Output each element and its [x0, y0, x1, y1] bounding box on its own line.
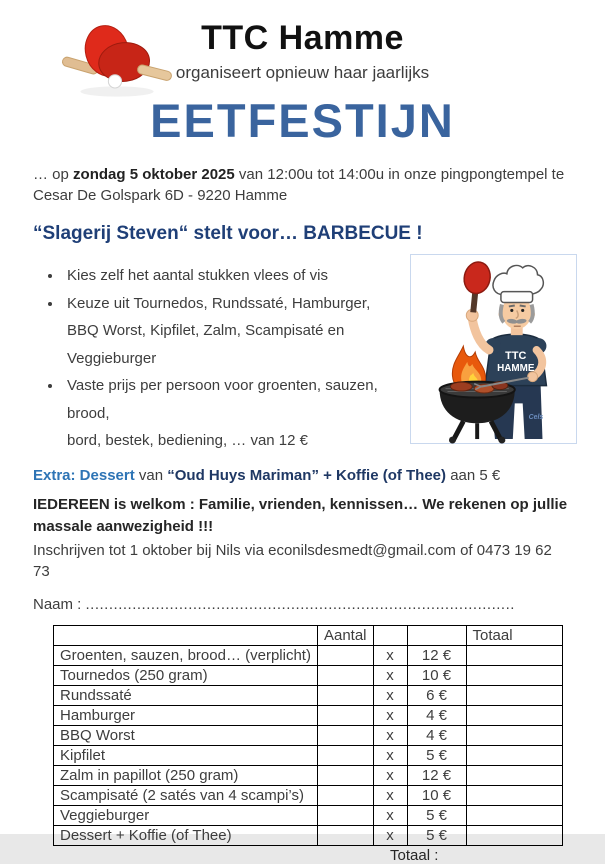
extra-supplier: “Oud Huys Mariman” + Koffie (of Thee): [167, 466, 447, 484]
table-header-row: [54, 625, 563, 645]
intro-rest: van 12:00u tot 14:00u in onze pingpongtempel te: [234, 166, 565, 183]
shirt-text-hamme: HAMME: [497, 362, 535, 374]
row-total-cell[interactable]: [466, 685, 562, 705]
price-cell: 4 €: [407, 725, 466, 745]
table-row: [54, 805, 563, 825]
aantal-input-cell[interactable]: [317, 825, 373, 845]
club-name: TTC Hamme: [201, 19, 404, 57]
shirt-text-ttc: TTC: [505, 349, 527, 362]
aantal-input-cell[interactable]: [317, 785, 373, 805]
name-field-row: [33, 594, 572, 615]
extra-price: aan 5 €: [446, 466, 501, 484]
header-subtitle: organiseert opnieuw haar jaarlijks: [175, 63, 430, 82]
extra-mid: van: [134, 466, 168, 484]
price-cell: 6 €: [407, 685, 466, 705]
table-row: [54, 785, 563, 805]
intro-paragraph: [33, 164, 575, 206]
barbecue-headline: “Slagerij Steven“ stelt voor… BARBECUE !: [33, 223, 423, 244]
row-total-cell[interactable]: [466, 645, 562, 665]
price-cell: 5 €: [407, 745, 466, 765]
row-total-cell[interactable]: [466, 785, 562, 805]
bullet-line: BBQ Worst, Kipfilet, Zalm, Scampisaté en Veggieburger: [67, 322, 345, 367]
welcome-line1: IEDEREEN is welkom : Familie, vrienden, kennissen… We rekenen op jullie: [33, 495, 568, 513]
item-name-cell: Dessert + Koffie (of Thee): [54, 825, 318, 845]
table-row: [54, 665, 563, 685]
bullet-line: • Kies zelf het aantal stukken vlees of vis: [67, 267, 328, 284]
row-total-cell[interactable]: [466, 805, 562, 825]
item-name-cell: Kipfilet: [54, 745, 318, 765]
intro-prefix: … op: [33, 166, 74, 183]
paddle-blade: [461, 260, 493, 296]
multiply-cell: x: [373, 705, 407, 725]
header-totaal: Totaal: [466, 625, 562, 645]
table-row: [54, 645, 563, 665]
aantal-input-cell[interactable]: [317, 805, 373, 825]
artist-signature: Cels: [528, 414, 544, 422]
bullet-line: • Vaste prijs per persoon voor groenten, sauzen, brood,: [67, 377, 378, 422]
price-cell: 5 €: [407, 805, 466, 825]
row-total-cell[interactable]: [466, 705, 562, 725]
bullet-line: • Keuze uit Tournedos, Rundssaté, Hamburger,: [67, 294, 371, 312]
name-label: Naam :: [33, 595, 86, 613]
price-cell: 10 €: [407, 665, 466, 685]
table-row: [54, 685, 563, 705]
multiply-cell: x: [373, 825, 407, 845]
chef-hat: [493, 265, 543, 294]
welcome-line2: massale aanwezigheid !!!: [33, 517, 214, 535]
aantal-input-cell[interactable]: [317, 665, 373, 685]
paddle-handle: [473, 293, 475, 313]
aantal-input-cell[interactable]: [317, 765, 373, 785]
multiply-cell: x: [373, 765, 407, 785]
bullet-line: bord, bestek, bediening, … van 12 €: [67, 432, 308, 449]
price-cell: 5 €: [407, 825, 466, 845]
table-row: [54, 825, 563, 845]
event-address: Cesar De Golspark 6D - 9220 Hamme: [33, 187, 288, 204]
header-item: [54, 625, 318, 645]
header-aantal: Aantal: [317, 625, 373, 645]
multiply-cell: x: [373, 785, 407, 805]
bullet-item: [63, 290, 410, 373]
item-name-cell: Zalm in papillot (250 gram): [54, 765, 318, 785]
row-total-cell[interactable]: [466, 765, 562, 785]
table-row: [54, 765, 563, 785]
event-title: EETFESTIJN: [150, 94, 455, 147]
bullet-item: [63, 262, 410, 290]
extra-label: Extra: Dessert: [33, 466, 135, 484]
multiply-cell: x: [373, 805, 407, 825]
aantal-input-cell[interactable]: [317, 685, 373, 705]
chef-bbq-illustration: [410, 254, 577, 444]
row-total-cell[interactable]: [466, 665, 562, 685]
item-name-cell: Scampisaté (2 satés van 4 scampi’s): [54, 785, 318, 805]
item-name-cell: Rundssaté: [54, 685, 318, 705]
table-row: [54, 725, 563, 745]
name-fill-line[interactable]: ............................................................................................: [85, 595, 515, 613]
price-cell: 4 €: [407, 705, 466, 725]
bullet-list: [33, 262, 410, 455]
price-cell: 12 €: [407, 765, 466, 785]
multiply-cell: x: [373, 725, 407, 745]
table-tennis-paddles-logo-icon: [56, 20, 176, 102]
price-cell: 10 €: [407, 785, 466, 805]
item-name-cell: BBQ Worst: [54, 725, 318, 745]
table-row: [54, 705, 563, 725]
item-name-cell: Tournedos (250 gram): [54, 665, 318, 685]
multiply-cell: x: [373, 745, 407, 765]
row-total-cell[interactable]: [466, 825, 562, 845]
welcome-text: [33, 494, 572, 538]
item-name-cell: Veggieburger: [54, 805, 318, 825]
aantal-input-cell[interactable]: [317, 745, 373, 765]
content-row: [33, 254, 577, 455]
row-total-cell[interactable]: [466, 745, 562, 765]
order-table: [53, 625, 563, 846]
price-cell: 12 €: [407, 645, 466, 665]
header-price: [407, 625, 466, 645]
aantal-input-cell[interactable]: [317, 645, 373, 665]
multiply-cell: x: [373, 685, 407, 705]
row-total-cell[interactable]: [466, 725, 562, 745]
aantal-input-cell[interactable]: [317, 725, 373, 745]
aantal-input-cell[interactable]: [317, 705, 373, 725]
multiply-cell: x: [373, 665, 407, 685]
header: [0, 0, 605, 146]
table-row: [54, 745, 563, 765]
item-name-cell: Hamburger: [54, 705, 318, 725]
header-x: [373, 625, 407, 645]
item-name-cell: Groenten, sauzen, brood… (verplicht): [54, 645, 318, 665]
event-date: zondag 5 oktober 2025: [73, 166, 235, 183]
multiply-cell: x: [373, 645, 407, 665]
grand-total-label: Totaal :: [390, 846, 439, 864]
extra-dessert-line: [33, 465, 572, 486]
bullet-item: [63, 372, 410, 455]
signup-info: Inschrijven tot 1 oktober bij Nils via econilsdesmedt@gmail.com of 0473 19 62 73: [33, 541, 552, 580]
